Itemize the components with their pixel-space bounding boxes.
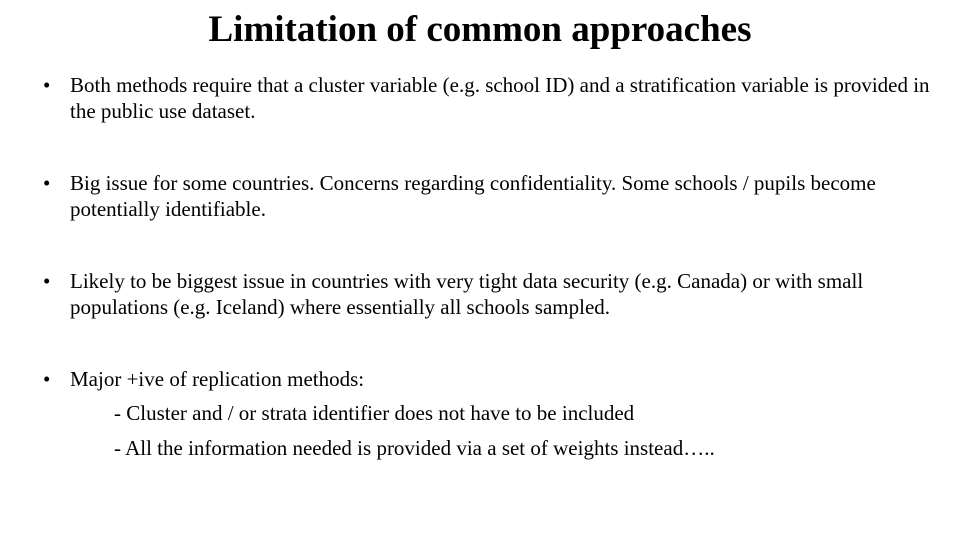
bullet-dot-icon: • <box>43 367 51 391</box>
bullet-item <box>43 170 933 222</box>
bullet-item <box>43 72 933 124</box>
bullet-text: Major +ive of replication methods: <box>70 367 365 391</box>
bullet-item <box>43 268 933 320</box>
bullet-dot-icon: • <box>43 269 51 293</box>
bullet-text: Big issue for some countries. Concerns regarding confidentiality. Some schools / pupils become potentially identifiable. <box>70 171 876 221</box>
bullet-text: Likely to be biggest issue in countries with very tight data security (e.g. Canada) or with small populations (e.g. Iceland) where essentially all schools sampled. <box>70 269 864 319</box>
sub-bullet-text: - Cluster and / or strata identifier does not have to be included <box>114 401 635 425</box>
bullet-list <box>43 72 933 466</box>
bullet-dot-icon: • <box>43 73 51 97</box>
bullet-item <box>43 366 933 466</box>
slide-title: Limitation of common approaches <box>208 9 752 50</box>
sub-bullet-text: - All the information needed is provided via a set of weights instead….. <box>114 436 715 460</box>
bullet-dot-icon: • <box>43 171 51 195</box>
bullet-text: Both methods require that a cluster variable (e.g. school ID) and a stratification variable is provided in the public use dataset. <box>70 73 930 123</box>
